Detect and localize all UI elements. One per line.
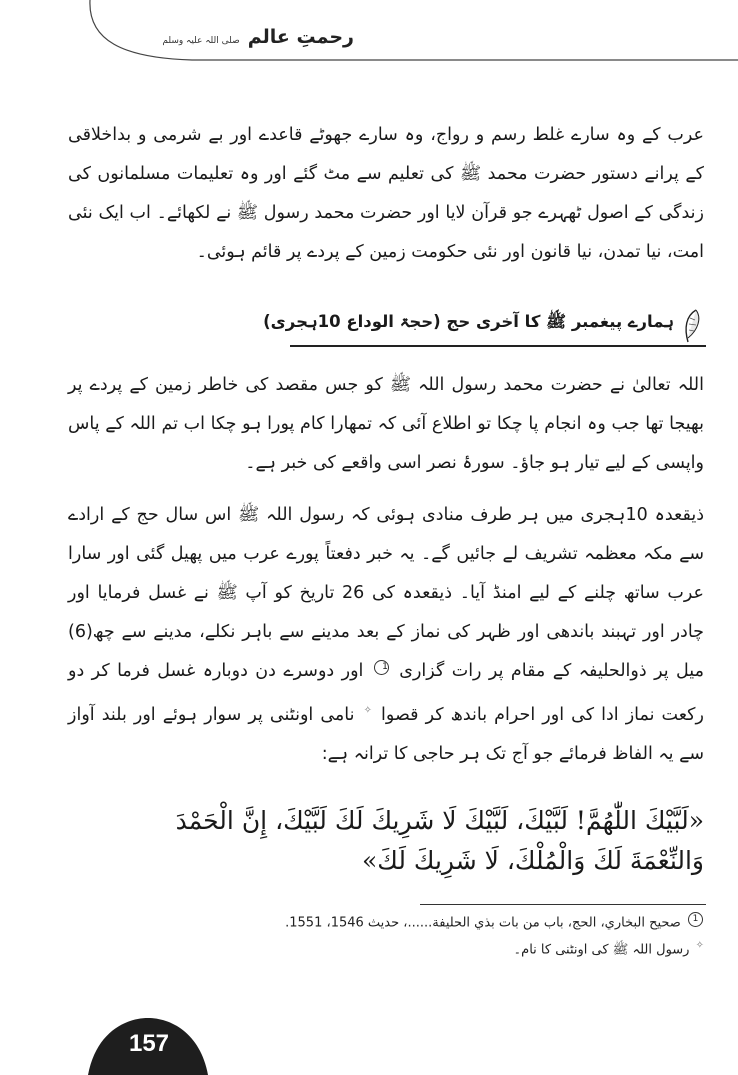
section-heading xyxy=(263,308,706,344)
running-head-salutation: صلی اللہ علیہ وسلم xyxy=(162,36,240,46)
paragraph-3-part-c: نامی اونٹنی پر سوار ہوئے اور بلند آواز سے یہ الفاظ فرمائے جو آج تک ہر حاجی کا ترانہ ہے: xyxy=(68,704,704,764)
running-head-title: رحمتِ عالم xyxy=(247,26,354,48)
section-heading-text: ہمارے پیغمبر ﷺ کا آخری حج (حجۃ الوداع 10ہجری) xyxy=(263,312,674,331)
footnote-2-text: رسول اللہ ﷺ کی اونٹنی کا نام۔ xyxy=(513,942,690,958)
talbiyah-line-2: وَالنِّعْمَةَ لَكَ وَالْمُلْكَ، لَا شَرِيكَ لَكَ» xyxy=(361,846,704,875)
paragraph-3 xyxy=(68,496,704,774)
footnote-separator xyxy=(420,904,706,905)
feather-ornament-icon xyxy=(678,308,706,344)
footnote-2 xyxy=(100,940,706,960)
paragraph-3-part-b: اور دوسرے دن دوبارہ غسل فرما کر دو رکعت نماز ادا کی اور احرام باندھ کر قصوا xyxy=(68,661,704,725)
footnote-1-marker: 1 xyxy=(688,912,703,927)
paragraph-3-part-a: ذیقعدہ 10ہجری میں ہر طرف منادی ہوئی کہ رسول اللہ ﷺ اس سال حج کے ارادے سے مکہ معظمہ تشریف لے جائیں گے۔ یہ خبر دفعتاً پورے عرب میں پھیل گئی اور سارا عرب ساتھ چلنے کے لیے امنڈ آیا۔ ذیقعدہ کی 26 تاریخ کو آپ ﷺ نے غسل فرمایا اور چادر اور تہبند باندھی اور ظہر کی نماز کے بعد مدینے سے باہر نکلے، مدینے سے چھ(6) میل پر ذوالحلیفہ کے مقام پر رات گزاری xyxy=(68,505,704,681)
footnote-ref-1[interactable]: 1 xyxy=(374,660,389,675)
paragraph-2: اللہ تعالیٰ نے حضرت محمد رسول اللہ ﷺ کو جس مقصد کی خاطر زمین کے پردے پر بھیجا تھا جب وہ انجام پا چکا تو اطلاع آئی کہ تمھارا کام پورا ہو چکا اب تم اللہ کے پاس واپسی کے لیے تیار ہو جاؤ۔ سورۂ نصر اسی واقعے کی خبر ہے۔ xyxy=(68,375,704,473)
footnote-1-text: صحيح البخاري، الحج، باب من بات بذي الحليفة......، حديث 1546، 1551. xyxy=(285,915,681,931)
page-number: 157 xyxy=(128,1030,170,1057)
heading-underline xyxy=(290,345,706,347)
footnote-1 xyxy=(100,912,706,930)
running-head xyxy=(134,26,354,48)
footnote-2-marker: ✧ xyxy=(695,940,704,951)
talbiyah-line-1: «لَبَّيْكَ اللّٰهُمَّ! لَبَّيْكَ، لَبَّيْكَ لَا شَرِيكَ لَكَ لَبَّيْكَ، إِنَّ الْحَمْدَ xyxy=(175,806,704,835)
paragraph-1: عرب کے وہ سارے غلط رسم و رواج، وہ سارے جھوٹے قاعدے اور بے شرمی و بداخلاقی کے پرانے دستور حضرت محمد ﷺ کی تعلیم سے مٹ گئے اور وہ تعلیمات مسلمانوں کی زندگی کے اصول ٹھہرے جو قرآن لایا اور حضرت محمد رسول ﷺ نے لکھائے۔ اب ایک نئی امت، نیا تمدن، نیا قانون اور نئی حکومت زمین کے پردے پر قائم ہوئی۔ xyxy=(68,125,704,262)
footnote-ref-2[interactable]: ✧ xyxy=(363,705,372,716)
